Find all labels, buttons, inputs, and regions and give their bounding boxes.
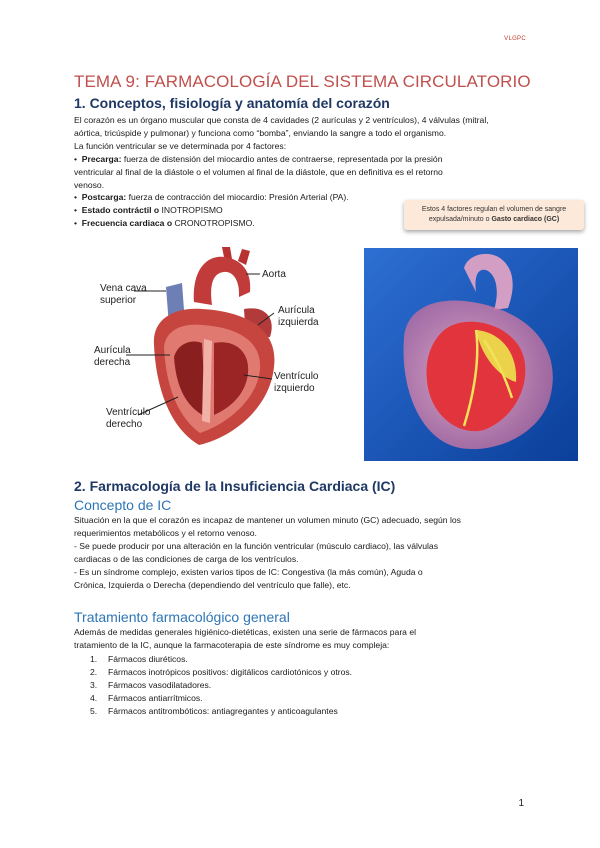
factor-precarga (74, 153, 534, 166)
tratamiento-body (74, 626, 534, 652)
list-item (90, 666, 352, 679)
label-ventriculo-derecho: Ventrículo (106, 407, 151, 418)
label-auricula-izquierda-2: izquierda (278, 317, 319, 328)
list-text: Fármacos diuréticos. (108, 654, 188, 664)
label-auricula-derecha-2: derecha (94, 357, 131, 368)
intro-line: El corazón es un órgano muscular que consta de 4 cavidades (2 aurículas y 2 ventrículos), 4 válvulas (mitral, (74, 115, 489, 125)
factor-text-line: venoso. (74, 179, 105, 190)
label-ventriculo-izquierdo-2: izquierdo (274, 383, 315, 394)
gasto-cardiaco-callout (404, 200, 584, 230)
list-text: Fármacos antiarrítmicos. (108, 693, 203, 703)
list-number: 5. (90, 706, 98, 716)
heart-anatomy-figure (74, 247, 337, 447)
concepto-line: - Es un síndrome complejo, existen varios tipos de IC: Congestiva (la más común), Aguda o (74, 566, 423, 577)
concepto-line: cardiacas o de las condiciones de carga de los ventrículos. (74, 553, 299, 564)
document-title: TEMA 9: FARMACOLOGÍA DEL SISTEMA CIRCULATORIO (74, 72, 531, 91)
label-auricula-derecha: Aurícula (94, 345, 131, 356)
bullet: • (74, 218, 78, 229)
intro-line: aórtica, tricúspide y pulmonar) y funciona como “bomba”, enviando la sangre a todo el organismo. (74, 127, 447, 138)
drug-list (90, 653, 352, 718)
factor-text: fuerza de contracción del miocardio: Presión Arterial (PA). (128, 192, 349, 203)
tratamiento-line: Además de medidas generales higiénico-dietéticas, existen una serie de fármacos para el (74, 627, 417, 637)
tratamiento-line: tratamiento de la IC, aunque la farmacoterapia de este síndrome es muy compleja: (74, 639, 390, 650)
label-ventriculo-izquierdo: Ventrículo (274, 371, 319, 382)
label-ventriculo-derecho-2: derecho (106, 419, 143, 430)
factor-label: Precarga: (81, 153, 122, 164)
list-number: 1. (90, 654, 98, 664)
concepto-line: Situación en la que el corazón es incapaz de mantener un volumen minuto (GC) adecuado, según los (74, 515, 461, 525)
factor-text: fuerza de distensión del miocardio antes de contraerse, representada por la presión (123, 153, 443, 164)
concepto-line: Crónica, Izquierda o Derecha (dependiendo del ventrículo que falle), etc. (74, 579, 351, 590)
factor-label: Estado contráctil o (81, 205, 160, 216)
factor-label: Postcarga: (81, 192, 127, 203)
concepto-heading: Concepto de IC (74, 497, 172, 513)
list-item (90, 653, 352, 666)
factor-text: CRONOTROPISMO. (174, 218, 255, 229)
factor-text-line: ventricular al final de la diástole o el volumen al final de la diástole, que en definitiva es el retorno (74, 166, 443, 177)
section1-heading: 1. Conceptos, fisiología y anatomía del corazón (74, 95, 390, 111)
label-vena-cava-2: superior (100, 295, 137, 306)
list-text: Fármacos antitrombóticos: antiagregantes y anticoagulantes (108, 706, 338, 716)
label-aorta: Aorta (262, 269, 286, 280)
list-text: Fármacos vasodilatadores. (108, 680, 212, 690)
list-item (90, 679, 352, 692)
concepto-body (74, 514, 534, 591)
bullet: • (74, 205, 78, 216)
list-number: 4. (90, 693, 98, 703)
section2-heading: 2. Farmacología de la Insuficiencia Cardiaca (IC) (74, 478, 396, 494)
list-text: Fármacos inotrópicos positivos: digitálicos cardiotónicos y otros. (108, 667, 353, 677)
factor-label: Frecuencia cardiaca o (81, 218, 173, 229)
page-number: 1 (518, 798, 524, 809)
list-number: 2. (90, 667, 98, 677)
label-vena-cava: Vena cava (100, 283, 147, 294)
callout-line: Estos 4 factores regulan el volumen de sangre (421, 206, 567, 213)
intro-line: La función ventricular se ve determinada por 4 factores: (74, 140, 287, 151)
bullet: • (74, 153, 78, 164)
corner-mark: VLGPC (504, 36, 526, 42)
label-auricula-izquierda: Aurícula (278, 305, 315, 316)
concepto-line: requerimientos metabólicos y el retorno venoso. (74, 527, 257, 538)
factor-text: INOTROPISMO (161, 205, 223, 216)
list-item (90, 692, 352, 705)
tratamiento-heading: Tratamiento farmacológico general (74, 609, 290, 625)
heart-3d-figure (364, 248, 578, 461)
callout-bold: Gasto cardiaco (GC) (491, 216, 560, 223)
list-item (90, 705, 352, 718)
concepto-line: - Se puede producir por una alteración en la función ventricular (músculo cardiaco), las válvulas (74, 540, 438, 551)
callout-line (404, 215, 584, 225)
list-number: 3. (90, 680, 98, 690)
callout-text: expulsada/minuto o (428, 216, 492, 223)
bullet: • (74, 192, 78, 203)
